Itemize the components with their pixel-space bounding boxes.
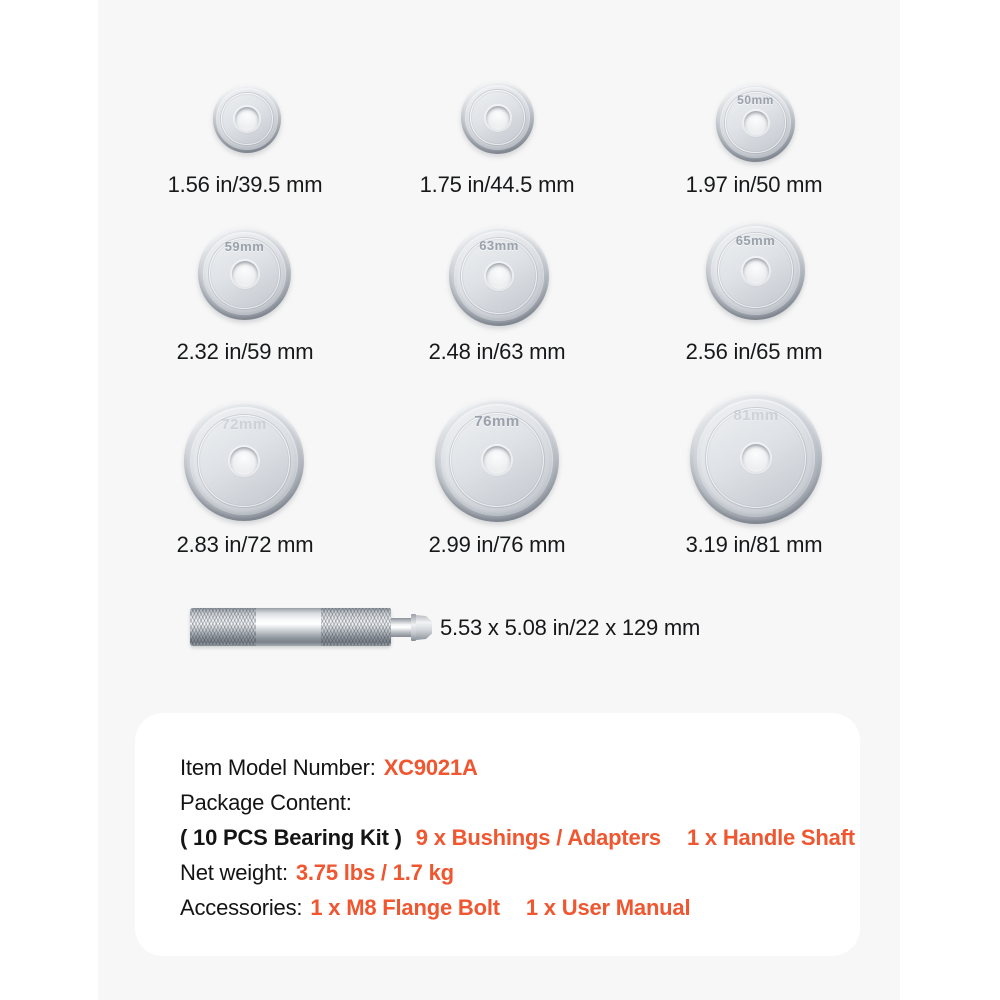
size-label: 3.19 in/81 mm xyxy=(685,532,823,557)
model-value: XC9021A xyxy=(383,755,478,780)
adapter-disc-44-5mm xyxy=(461,81,534,154)
disc-engraving: 50mm xyxy=(737,93,774,107)
size-label: 2.99 in/76 mm xyxy=(428,532,566,557)
shaft-body xyxy=(190,608,391,646)
size-label: 1.97 in/50 mm xyxy=(685,172,823,197)
size-label: 1.75 in/44.5 mm xyxy=(419,172,575,197)
disc-engraving: 76mm xyxy=(474,413,520,430)
adapter-disc-63mm xyxy=(449,226,549,326)
accessories-label: Accessories: xyxy=(180,895,303,920)
spec-line-package-label xyxy=(180,785,840,820)
adapter-disc-59mm xyxy=(198,227,291,320)
adapter-disc-39-5mm xyxy=(213,85,281,153)
size-label: 2.32 in/59 mm xyxy=(176,339,314,364)
disc-hole xyxy=(486,263,512,289)
disc-hole xyxy=(744,111,768,135)
accessory-bolt: 1 x M8 Flange Bolt xyxy=(310,895,500,920)
package-label: Package Content: xyxy=(180,790,352,815)
disc-engraving: 72mm xyxy=(221,416,267,433)
shaft-hex-nut xyxy=(416,615,432,640)
model-label: Item Model Number: xyxy=(180,755,376,780)
shaft-size-label: 5.53 x 5.08 in/22 x 129 mm xyxy=(440,615,701,640)
shaft-knurl-left xyxy=(190,608,256,646)
package-item-handle: 1 x Handle Shaft xyxy=(686,825,855,850)
spec-line-package-content xyxy=(180,820,855,855)
adapter-disc-72mm xyxy=(184,401,304,521)
disc-engraving: 63mm xyxy=(479,238,519,253)
adapter-disc-81mm xyxy=(690,392,822,524)
size-label: 2.56 in/65 mm xyxy=(685,339,823,364)
size-label: 1.56 in/39.5 mm xyxy=(167,172,323,197)
disc-engraving: 65mm xyxy=(735,233,776,248)
weight-value: 3.75 lbs / 1.7 kg xyxy=(295,860,454,885)
size-label: 2.48 in/63 mm xyxy=(428,339,566,364)
size-label: 2.83 in/72 mm xyxy=(176,532,314,557)
package-item-bushings: 9 x Bushings / Adapters xyxy=(415,825,661,850)
disc-engraving: 59mm xyxy=(224,239,265,254)
disc-hole xyxy=(235,107,259,131)
disc-hole xyxy=(483,446,511,474)
disc-hole xyxy=(232,261,258,287)
disc-hole xyxy=(486,106,510,130)
shaft-flange-washer xyxy=(411,614,416,641)
disc-engraving: 81mm xyxy=(733,407,779,424)
spec-line-weight xyxy=(180,855,840,890)
spec-line-model xyxy=(180,750,840,785)
disc-hole xyxy=(743,258,769,284)
package-kit: ( 10 PCS Bearing Kit ) xyxy=(180,825,402,850)
handle-shaft-image xyxy=(190,606,440,648)
shaft-tip xyxy=(391,618,412,637)
shaft-knurl-right xyxy=(321,608,391,646)
spec-box xyxy=(135,713,860,956)
adapter-disc-65mm xyxy=(706,221,805,320)
disc-hole xyxy=(742,444,770,472)
adapter-disc-76mm xyxy=(435,398,559,522)
adapter-disc-50mm xyxy=(716,83,795,162)
spec-line-accessories xyxy=(180,890,840,925)
disc-hole xyxy=(230,447,258,475)
accessory-manual: 1 x User Manual xyxy=(525,895,691,920)
weight-label: Net weight: xyxy=(180,860,288,885)
